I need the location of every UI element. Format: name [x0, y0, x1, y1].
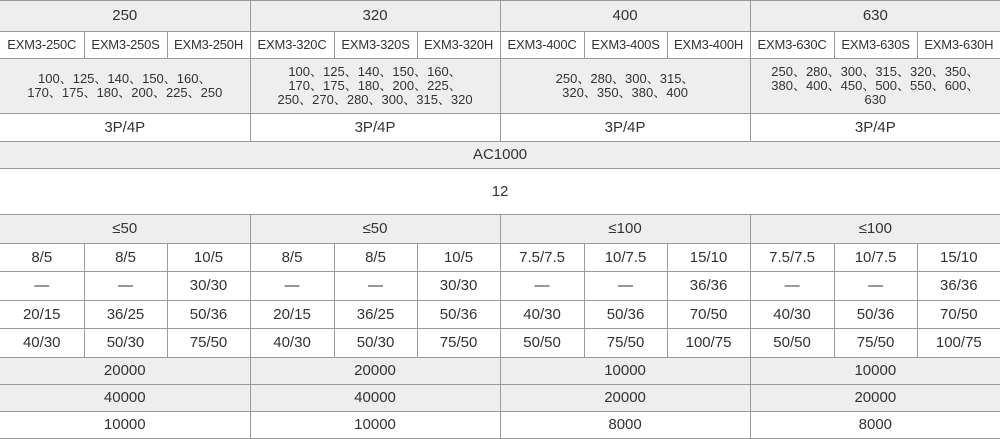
breaking-cell: — [334, 272, 417, 301]
breaking-cell: 40/30 [750, 301, 834, 329]
life-row-1 [0, 358, 1000, 385]
breaking-cell: 50/50 [750, 329, 834, 358]
instantaneous-cell: ≤50 [250, 215, 500, 244]
breaking-cell: 50/30 [334, 329, 417, 358]
rated-current-row [0, 59, 1000, 114]
breaking-cell: 50/36 [417, 301, 500, 329]
breaking-row-2 [0, 272, 1000, 301]
life-cell: 8000 [750, 412, 1000, 439]
breaking-cell: 75/50 [167, 329, 250, 358]
voltage-cell: AC1000 [0, 142, 1000, 169]
model-cell: EXM3-250S [84, 32, 167, 59]
breaking-cell: 50/50 [500, 329, 584, 358]
breaking-cell: 75/50 [417, 329, 500, 358]
model-cell: EXM3-400S [584, 32, 667, 59]
breaking-cell: 15/10 [917, 244, 1000, 272]
breaking-cell: — [500, 272, 584, 301]
breaking-cell: 100/75 [667, 329, 750, 358]
frame-size-row [0, 1, 1000, 32]
model-cell: EXM3-250C [0, 32, 84, 59]
breaking-cell: — [250, 272, 334, 301]
breaking-row-4 [0, 329, 1000, 358]
life-cell: 20000 [500, 385, 750, 412]
life-cell: 10000 [500, 358, 750, 385]
breaking-cell: 36/25 [84, 301, 167, 329]
breaking-cell: 20/15 [0, 301, 84, 329]
life-cell: 10000 [0, 412, 250, 439]
breaking-cell: 20/15 [250, 301, 334, 329]
life-cell: 40000 [0, 385, 250, 412]
breaking-cell: 36/25 [334, 301, 417, 329]
instantaneous-row [0, 215, 1000, 244]
rated-current-cell: 250、280、300、315、320、350、380、400、450、500、550、600、630 [750, 59, 1000, 114]
life-row-2 [0, 385, 1000, 412]
life-cell: 20000 [750, 385, 1000, 412]
poles-cell: 3P/4P [0, 114, 250, 142]
model-row [0, 32, 1000, 59]
breaking-cell: 50/36 [584, 301, 667, 329]
breaking-cell: 10/5 [167, 244, 250, 272]
frame-size-cell: 250 [0, 1, 250, 32]
life-row-3 [0, 412, 1000, 439]
breaking-cell: 15/10 [667, 244, 750, 272]
model-cell: EXM3-320S [334, 32, 417, 59]
voltage-row [0, 142, 1000, 169]
breaking-cell: 50/36 [167, 301, 250, 329]
breaking-cell: 36/36 [917, 272, 1000, 301]
life-cell: 20000 [250, 358, 500, 385]
poles-cell: 3P/4P [750, 114, 1000, 142]
frame-size-cell: 400 [500, 1, 750, 32]
frame-size-cell: 630 [750, 1, 1000, 32]
breaking-cell: 7.5/7.5 [750, 244, 834, 272]
life-cell: 20000 [0, 358, 250, 385]
instantaneous-cell: ≤100 [750, 215, 1000, 244]
breaking-row-1 [0, 244, 1000, 272]
breaking-cell: 50/30 [84, 329, 167, 358]
poles-cell: 3P/4P [500, 114, 750, 142]
rated-current-cell: 250、280、300、315、320、350、380、400 [500, 59, 750, 114]
breaking-cell: 8/5 [250, 244, 334, 272]
life-cell: 40000 [250, 385, 500, 412]
breaking-cell: 50/36 [834, 301, 917, 329]
breaking-cell: 75/50 [834, 329, 917, 358]
poles-row [0, 114, 1000, 142]
breaking-cell: 10/7.5 [834, 244, 917, 272]
breaking-cell: 7.5/7.5 [500, 244, 584, 272]
breaking-cell: 30/30 [167, 272, 250, 301]
breaking-cell: 40/30 [0, 329, 84, 358]
model-cell: EXM3-630H [917, 32, 1000, 59]
breaking-cell: — [584, 272, 667, 301]
model-cell: EXM3-630S [834, 32, 917, 59]
breaking-cell: 8/5 [334, 244, 417, 272]
model-cell: EXM3-630C [750, 32, 834, 59]
breaking-cell: 10/5 [417, 244, 500, 272]
model-cell: EXM3-400C [500, 32, 584, 59]
life-cell: 10000 [750, 358, 1000, 385]
breaking-cell: — [750, 272, 834, 301]
life-cell: 10000 [250, 412, 500, 439]
frame-size-cell: 320 [250, 1, 500, 32]
breaking-cell: 10/7.5 [584, 244, 667, 272]
life-cell: 8000 [500, 412, 750, 439]
breaking-cell: 40/30 [250, 329, 334, 358]
poles-cell: 3P/4P [250, 114, 500, 142]
breaking-cell: 36/36 [667, 272, 750, 301]
breaking-cell: 8/5 [84, 244, 167, 272]
breaking-row-3 [0, 301, 1000, 329]
model-cell: EXM3-250H [167, 32, 250, 59]
breaking-cell: 70/50 [917, 301, 1000, 329]
breaking-cell: 40/30 [500, 301, 584, 329]
rated-current-cell: 100、125、140、150、160、170、175、180、200、225、250、270、280、300、315、320 [250, 59, 500, 114]
breaking-cell: 100/75 [917, 329, 1000, 358]
rated-current-cell: 100、125、140、150、160、170、175、180、200、225、250 [0, 59, 250, 114]
impulse-cell: 12 [0, 169, 1000, 215]
model-cell: EXM3-400H [667, 32, 750, 59]
instantaneous-cell: ≤100 [500, 215, 750, 244]
breaking-cell: 8/5 [0, 244, 84, 272]
model-cell: EXM3-320H [417, 32, 500, 59]
breaking-cell: 70/50 [667, 301, 750, 329]
breaking-cell: — [834, 272, 917, 301]
breaking-cell: 30/30 [417, 272, 500, 301]
instantaneous-cell: ≤50 [0, 215, 250, 244]
breaking-cell: — [84, 272, 167, 301]
breaking-cell: 75/50 [584, 329, 667, 358]
impulse-row [0, 169, 1000, 215]
model-cell: EXM3-320C [250, 32, 334, 59]
breaking-cell: — [0, 272, 84, 301]
